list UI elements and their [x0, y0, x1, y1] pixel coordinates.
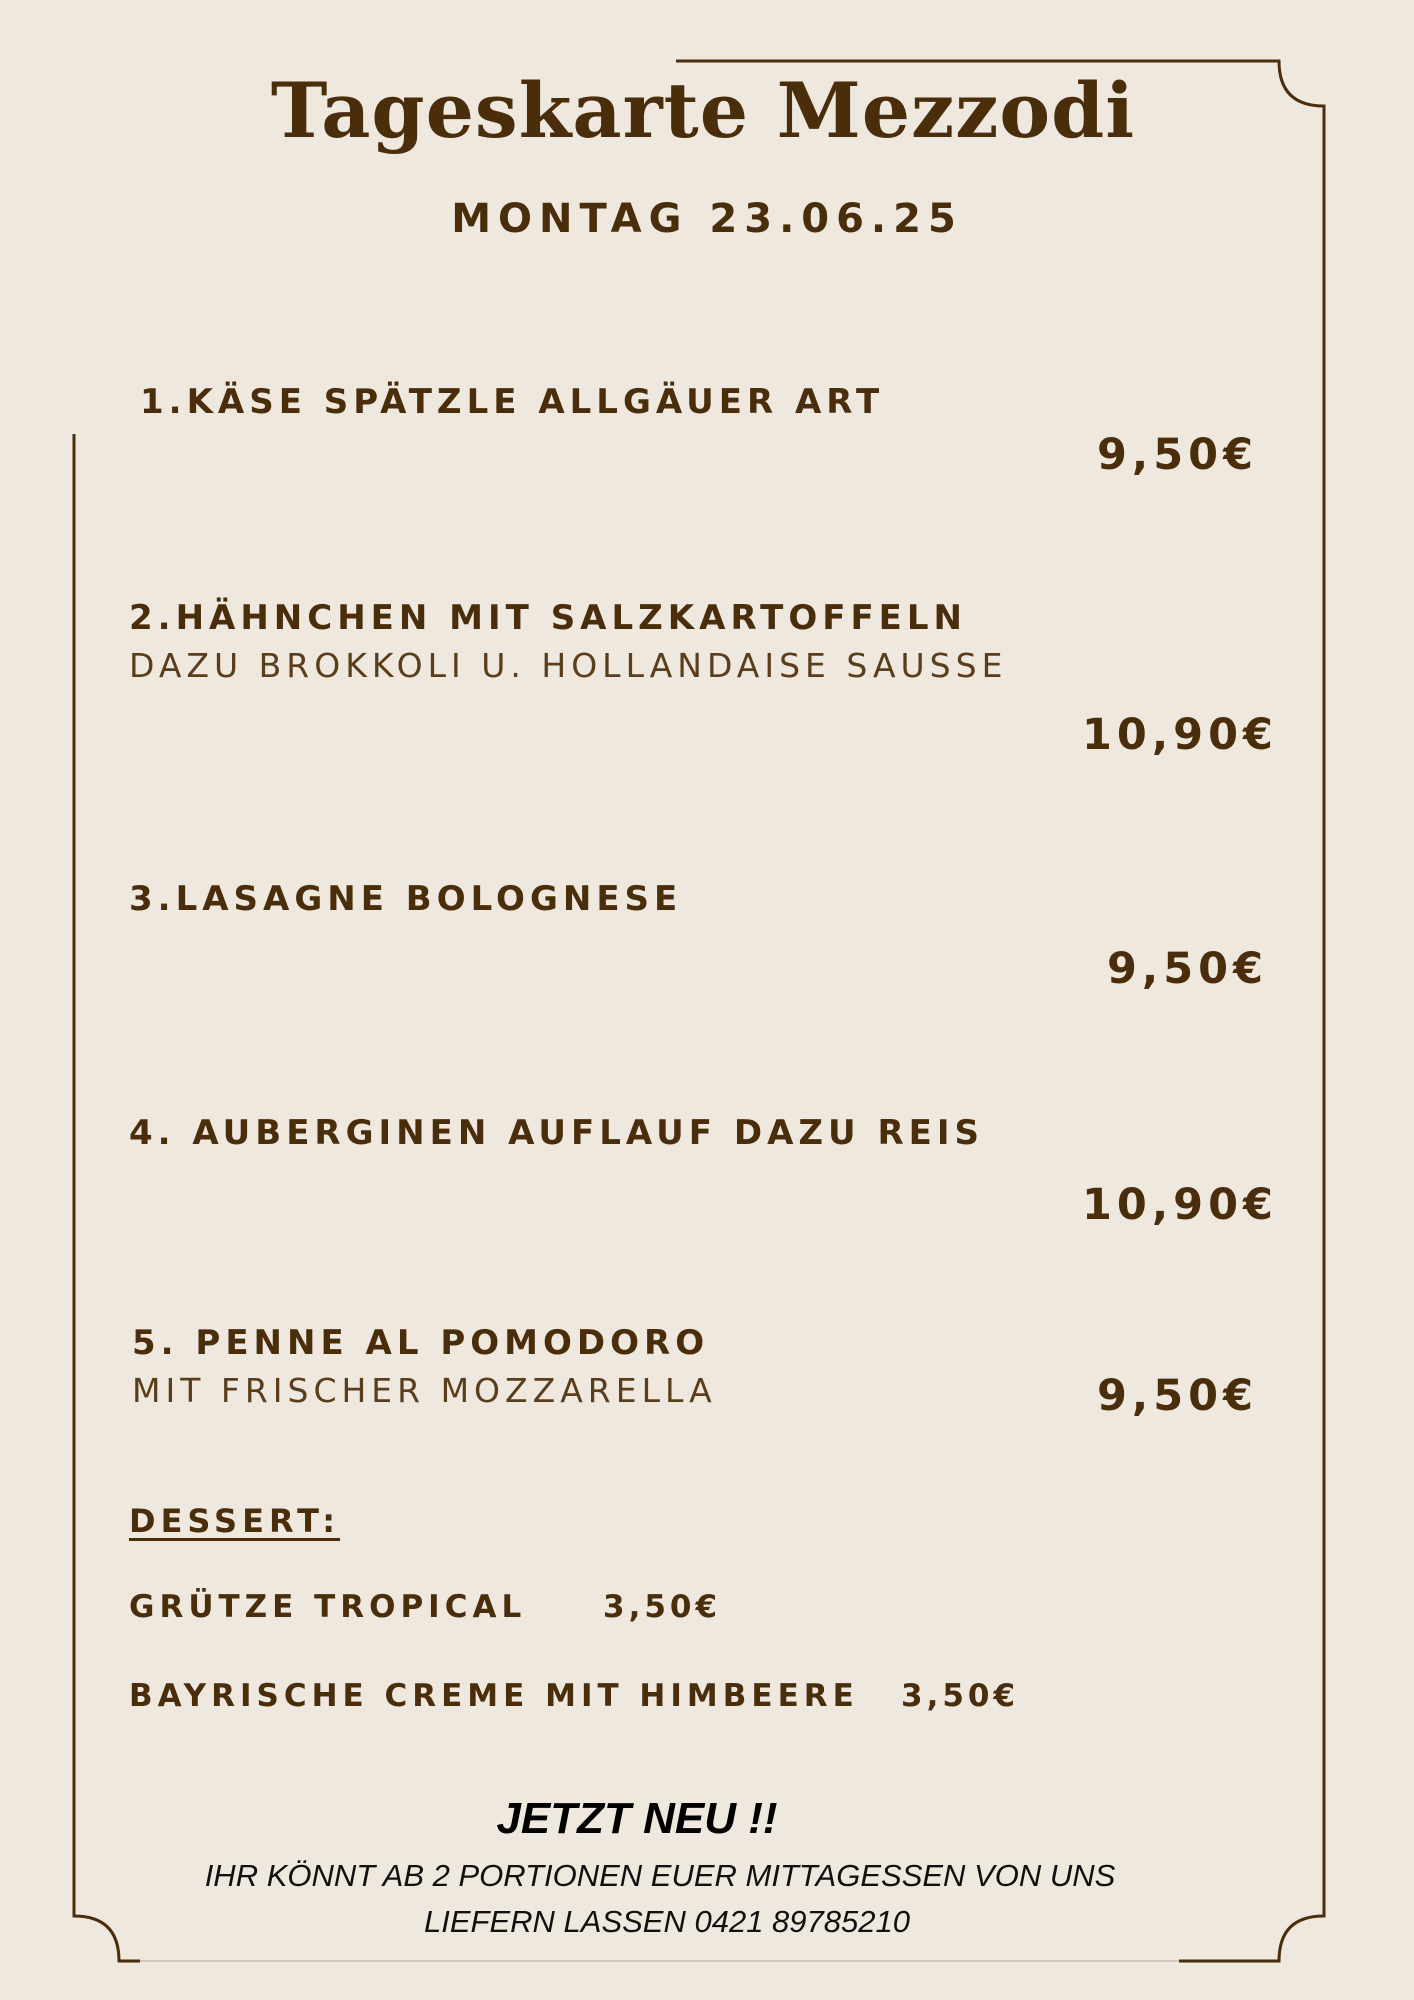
dish-5-name: 5. PENNE AL POMODORO: [132, 1323, 710, 1363]
new-announcement-heading: JETZT NEU !!: [496, 1794, 778, 1843]
dish-1-price: 9,50€: [1097, 430, 1259, 480]
dish-4-name: 4. AUBERGINEN AUFLAUF DAZU REIS: [129, 1113, 985, 1153]
dish-3-price: 9,50€: [1107, 944, 1269, 994]
delivery-note-line-1: IHR KÖNNT AB 2 PORTIONEN EUER MITTAGESSEN VON UNS: [204, 1858, 1116, 1893]
delivery-note-line-2: LIEFERN LASSEN 0421 89785210: [424, 1904, 910, 1939]
dish-1-name: 1.KÄSE SPÄTZLE ALLGÄUER ART: [140, 382, 885, 422]
dish-2-name: 2.HÄHNCHEN MIT SALZKARTOFFELN: [129, 598, 968, 638]
dessert-1-name: GRÜTZE TROPICAL: [129, 1589, 527, 1625]
dessert-2-name: BAYRISCHE CREME MIT HIMBEERE: [129, 1678, 859, 1714]
dish-3-name: 3.LASAGNE BOLOGNESE: [129, 879, 683, 919]
dessert-1-price: 3,50€: [603, 1589, 722, 1625]
menu-date: MONTAG 23.06.25: [451, 196, 963, 242]
page-title: Tageskarte Mezzodi: [270, 66, 1136, 155]
dessert-heading: DESSERT:: [129, 1502, 341, 1540]
dish-2-price: 10,90€: [1082, 710, 1278, 760]
dish-5-description: MIT FRISCHER MOZZARELLA: [132, 1371, 717, 1410]
dish-5-price: 9,50€: [1097, 1371, 1259, 1421]
dessert-2-price: 3,50€: [901, 1678, 1020, 1714]
dish-4-price: 10,90€: [1082, 1180, 1278, 1230]
dish-2-description: DAZU BROKKOLI U. HOLLANDAISE SAUSSE: [129, 646, 1008, 685]
